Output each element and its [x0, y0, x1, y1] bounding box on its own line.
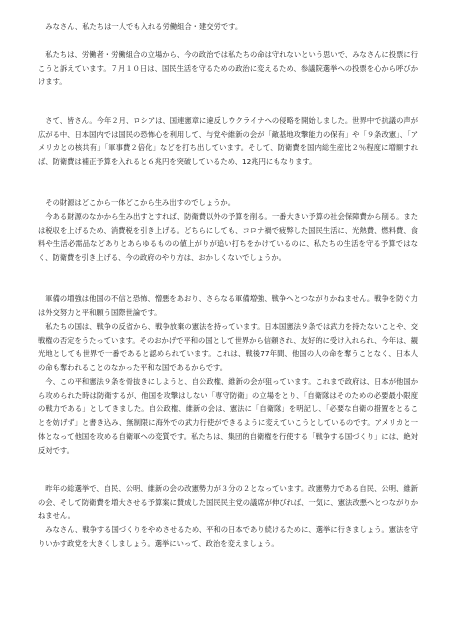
paragraph-closing-call: みなさん、戦争する国づくりをやめさせるため、平和の日本であり続けるために、選挙に行きましょう。憲法を守りいかす政党を大きくしましょう。選挙にいって、政治を変えましょう。	[38, 525, 418, 548]
paragraph-funding-question: その財源はどこから一体どこから生み出すのでしょうか。	[45, 198, 236, 207]
paragraph-constitution-change: 今、この平和憲法９条を骨抜きにしようと、自公政権、維新の会が狙っています。これまで政府は、日本が他国から攻められた時は防衛するが、他国を攻撃はしない「専守防衛」の立場をとり、「自衛隊はそのための必要最小限度の戦力である」としてきました。自公政権、維新の会は、憲法に「自衛隊」を明記し、「必要な自衛の措置をとることを妨げず」と書き込み、無制限に海外での武力行使ができるように変えていこうとしているのです。アメリカと一体となって他国を攻める自衛軍への変質です。私たちは、集団的自衛権を行使する「戦争する国づくり」には、絶対反対です。	[38, 377, 418, 455]
paragraph-budget-cuts: 今ある財源のなかから生み出すとすれば、防衛費以外の予算を削る。一番大きい予算の社会保障費から削る。または税収を上げるため、消費税を引き上げる。どちらにしても、コロナ禍で疲弊した国民生活に、光熱費、燃料費、食料や生活必需品などありとあらゆるものの値上がりが追い打ちをかけているのに、私たちの生活を守る予算ではなく、防衛費を引き上げる、今の政府のやり方は、おかしくないでしょうか。	[38, 212, 418, 263]
paragraph-greeting: みなさん、私たちは一人でも入れる労働組合・建交労です。	[45, 22, 243, 31]
paragraph-article-9: 私たちの国は、戦争の反省から、戦争放棄の憲法を持っています。日本国憲法９条では武力を持たないことや、交戦権の否定をうたっています。そのおかげで平和の国として世界から信頼され、友好的に受け入れられ、今年は、観光地としても世界で一番であると認められています。これは、戦後77年間、他国の人の命を奪うことなく、日本人の命も奪われることのなかった平和な国であるからです。	[38, 322, 418, 373]
paragraph-appeal-to-vote: 私たちは、労働者・労働組合の立場から、今の政治では私たちの命は守れないという思いで、みなさんに投票に行こうと訴えています。７月１０日は、国民生活を守るための政治に変えるため、参議院選挙への投票を心から呼びかけます。	[38, 50, 418, 87]
paragraph-arms-race: 軍備の増強は他国の不信と恐怖、憎悪をあおり、さらなる軍備増強、戦争へとつながりかねません。戦争を防ぐ力は外交努力と平和願う国際世論です。	[38, 294, 418, 317]
paragraph-military-spending: さて、皆さん。今年２月、ロシアは、国連憲章に違反しウクライナへの侵略を開始しました。世界中で抗議の声が広がる中、日本国内では国民の恐怖心を利用して、与党や維新の会が「敵基地攻撃能力の保有」や「９条改憲」、「アメリカとの核共有｣「軍事費２倍化」などを打ち出しています。そして、防衛費を国内総生産比２％程度に増額すれば、防衛費は補正予算を入れると６兆円を突破しているため、12兆円にもなります。	[38, 116, 418, 167]
paragraph-election-result: 昨年の総選挙で、自民、公明、維新の会の改憲勢力が３分の２となっています。改憲勢力である自民、公明、維新の会、そして防衛費を増大させる予算案に賛成した国民民主党の議席が伸びれば、一気に、憲法改悪へとつながりかねません。	[38, 484, 418, 521]
